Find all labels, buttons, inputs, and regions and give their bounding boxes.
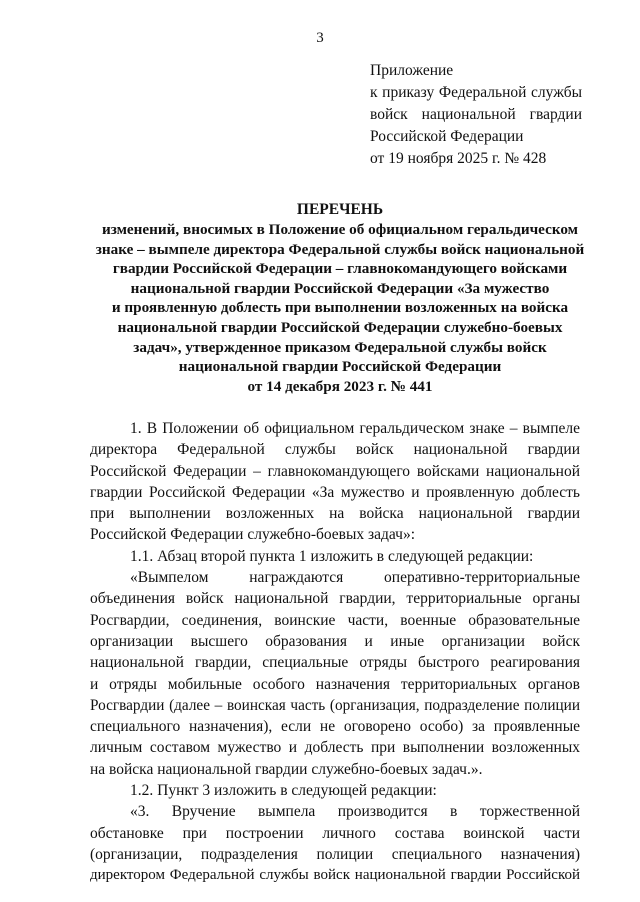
body-line: «Вымпелом награждаются оперативно-территориальные xyxy=(130,569,580,587)
body-line: 1.2. Пункт 3 изложить в следующей редакции: xyxy=(130,782,437,800)
appendix-line: Приложение xyxy=(370,62,454,79)
body-line: 1. В Положении об официальном геральдическом знаке – вымпеле xyxy=(130,420,580,437)
body-line: Росгвардии (далее – воинская часть (организация, подразделение полиции xyxy=(90,696,580,714)
appendix-line: от 19 ноября 2025 г. № 428 xyxy=(370,150,547,167)
body-line: директором Федеральной службы войск национальной гвардии Российской xyxy=(90,867,580,884)
body-line: на войска национальной гвардии служебно-боевых задач.». xyxy=(90,760,483,778)
title-line: изменений, вносимых в Положение об официальном геральдическом xyxy=(101,221,579,238)
title-line: задач», утвержденное приказом Федеральной службы войск xyxy=(133,338,547,356)
document-title xyxy=(90,200,590,396)
appendix-line: к приказу Федеральной службы xyxy=(370,84,582,101)
body-line: специального назначения), если не оговорено особо) за проявленные xyxy=(90,718,580,736)
body-line: и отряды мобильные особого назначения территориальных органов xyxy=(90,675,580,693)
title-line: национальной гвардии Российской Федерации служебно-боевых xyxy=(117,318,563,336)
appendix-line: войск национальной гвардии xyxy=(370,106,582,123)
body-line: Росгвардии, соединения, воинские части, военные образовательные xyxy=(90,611,580,629)
body-line: национальной гвардии, специальные отряды быстрого реагирования xyxy=(90,654,580,672)
body-line: 1.1. Абзац второй пункта 1 изложить в следующей редакции: xyxy=(130,547,534,565)
title-line: знаке – вымпеле директора Федеральной службы войск национальной xyxy=(95,240,585,258)
body-line: объединения войск национальной гвардии, территориальные органы xyxy=(90,590,580,608)
title-heading: ПЕРЕЧЕНЬ xyxy=(296,201,384,218)
body-line: «3. Вручение вымпела производится в торжественной xyxy=(130,803,580,821)
page-number: 3 xyxy=(316,30,324,46)
body-line: Российской Федерации служебно-боевых задач»: xyxy=(90,526,416,544)
title-line: и проявленную доблесть при выполнении возложенных на войска xyxy=(111,299,569,317)
body-line: личным составом мужество и доблесть при выполнении возложенных xyxy=(90,739,580,757)
body-line: обстановке при построении личного состава воинской части xyxy=(90,824,580,842)
body-line: Российской Федерации – главнокомандующего войсками национальной xyxy=(90,462,580,480)
title-line: гвардии Российской Федерации – главнокомандующего войсками xyxy=(112,260,568,278)
body-line: директора Федеральной службы войск национальной гвардии xyxy=(90,441,580,459)
appendix-block xyxy=(370,60,582,170)
body-line: при выполнении возложенных на войска национальной гвардии xyxy=(90,505,580,523)
title-line: от 14 декабря 2023 г. № 441 xyxy=(247,377,433,395)
body-text xyxy=(90,418,580,887)
body-line: гвардии Российской Федерации «За мужество и проявленную доблесть xyxy=(90,483,580,501)
appendix-line: Российской Федерации xyxy=(370,128,524,145)
title-line: национальной гвардии Российской Федерации «За мужество xyxy=(130,279,550,297)
body-line: (организации, подразделения полиции специального назначения) xyxy=(90,845,580,863)
title-line: национальной гвардии Российской Федерации xyxy=(178,358,502,376)
body-line: организации высшего образования и иные организации войск xyxy=(90,632,580,650)
